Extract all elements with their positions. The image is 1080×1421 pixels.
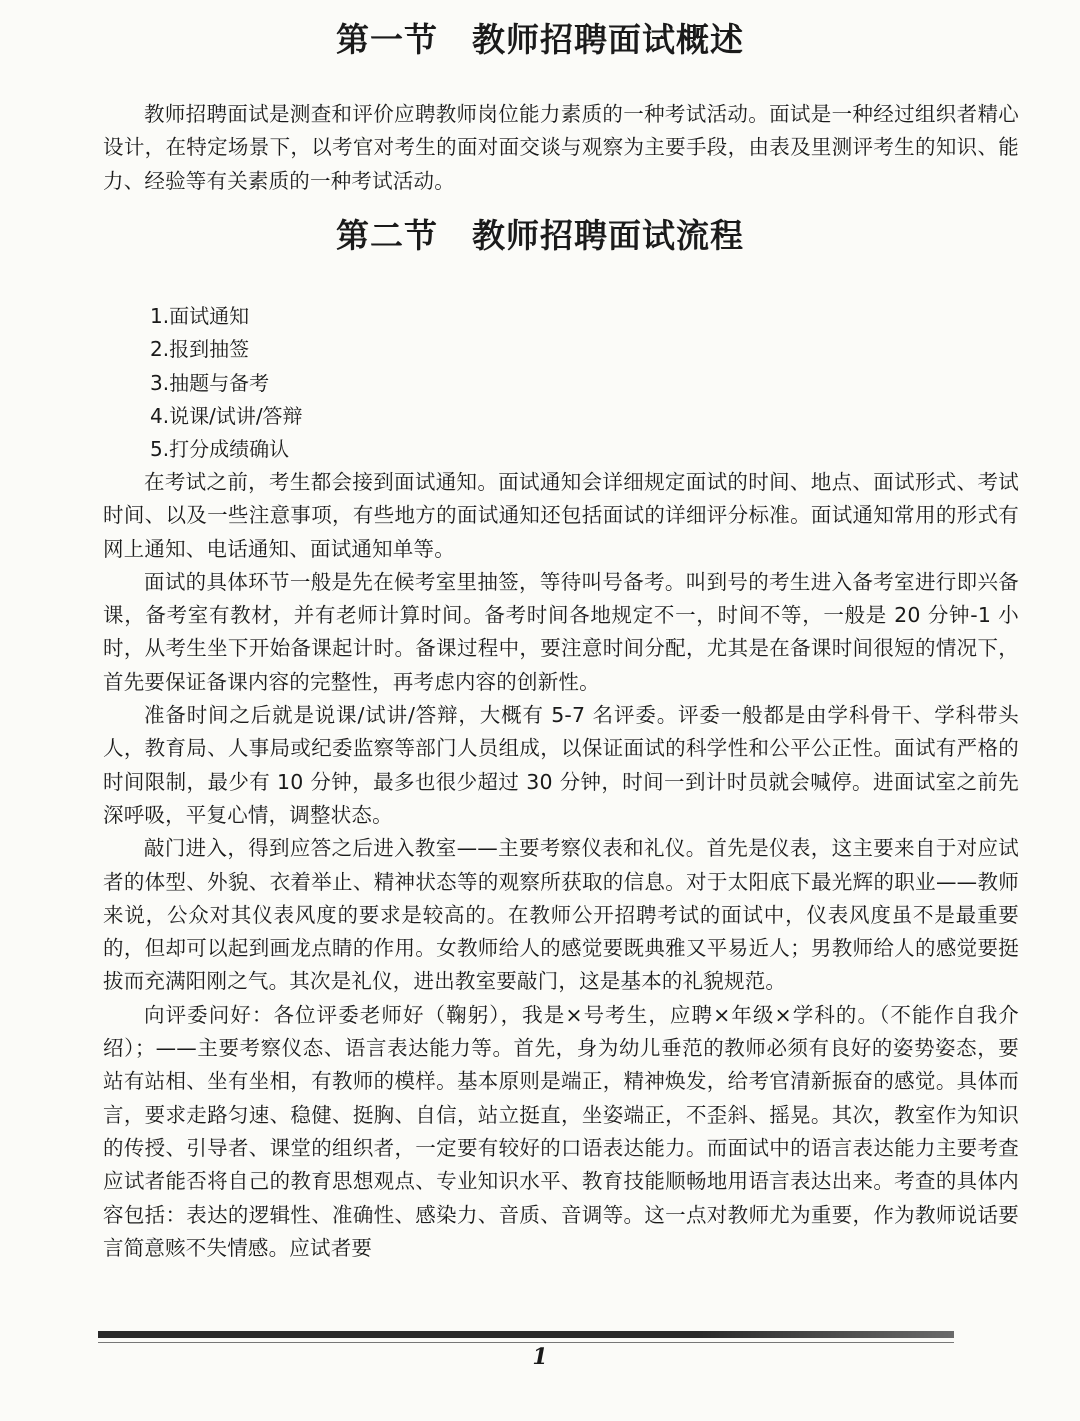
section-1-heading (0, 14, 1080, 61)
section-1-number: 第一节 (336, 20, 438, 59)
section-1-title: 教师招聘面试概述 (472, 20, 744, 59)
section-2-heading (0, 210, 1080, 257)
process-step: 1.面试通知 (150, 304, 250, 328)
section-2-title: 教师招聘面试流程 (472, 216, 744, 255)
footer-rule (98, 1331, 954, 1338)
intro-block (103, 98, 1019, 198)
process-steps-list (150, 300, 303, 466)
paragraph-lecture: 准备时间之后就是说课/试讲/答辩，大概有 5-7 名评委。评委一般都是由学科骨干、学科带头人，教育局、人事局或纪委监察等部门人员组成，以保证面试的科学性和公平公正性。面试有严格的时间限制，最少有 10 分钟，最多也很少超过 30 分钟，时间一到计时员就会喊停。进面试室之前先深呼吸，平复心情，调整状态。 (103, 703, 1019, 827)
intro-paragraph: 教师招聘面试是测查和评价应聘教师岗位能力素质的一种考试活动。面试是一种经过组织者精心设计，在特定场景下，以考官对考生的面对面交谈与观察为主要手段，由表及里测评考生的知识、能力、经验等有关素质的一种考试活动。 (103, 102, 1019, 193)
body-text (103, 466, 1019, 1265)
process-step: 3.抽题与备考 (150, 370, 270, 395)
paragraph-preparation: 面试的具体环节一般是先在候考室里抽签，等待叫号备考。叫到号的考生进入备考室进行即兴备课，备考室有教材，并有老师计算时间。备考时间各地规定不一，时间不等，一般是 20 分钟-1 小时，从考生坐下开始备课起计时。备课过程中，要注意时间分配，尤其是在备课时间很短的情况下，首先要保证备课内容的完整性，再考虑内容的创新性。 (103, 569, 1019, 694)
process-step: 4.说课/试讲/答辩 (150, 403, 303, 428)
paragraph-etiquette: 敲门进入，得到应答之后进入教室——主要考察仪表和礼仪。首先是仪表，这主要来自于对应试者的体型、外貌、衣着举止、精神状态等的观察所获取的信息。对于太阳底下最光辉的职业——教师来说，公众对其仪表风度的要求是较高的。在教师公开招聘考试的面试中，仪表风度虽不是最重要的，但却可以起到画龙点睛的作用。女教师给人的感觉要既典雅又平易近人；男教师给人的感觉要挺拔而充满阳刚之气。其次是礼仪，进出教室要敲门，这是基本的礼貌规范。 (103, 836, 1019, 994)
page-number: 1 (532, 1344, 548, 1370)
process-step: 2.报到抽签 (150, 337, 250, 362)
paragraph-greeting: 向评委问好：各位评委老师好（鞠躬），我是×号考生，应聘×年级×学科的。（不能作自我介绍）；——主要考察仪态、语言表达能力等。首先，身为幼儿垂范的教师必须有良好的姿势姿态，要站有站相、坐有坐相，有教师的模样。基本原则是端正，精神焕发，给考官清新振奋的感觉。具体而言，要求走路匀速、稳健、挺胸、自信，站立挺直，坐姿端正，不歪斜、摇晃。其次，教室作为知识的传授、引导者、课堂的组织者，一定要有较好的口语表达能力。而面试中的语言表达能力主要考查应试者能否将自己的教育思想观点、专业知识水平、教育技能顺畅地用语言表达出来。考查的具体内容包括：表达的逻辑性、准确性、感染力、音质、音调等。这一点对教师尤为重要，作为教师说话要言简意赅不失情感。应试者要 (103, 1002, 1019, 1260)
paragraph-notification: 在考试之前，考生都会接到面试通知。面试通知会详细规定面试的时间、地点、面试形式、考试时间、以及一些注意事项，有些地方的面试通知还包括面试的详细评分标准。面试通知常用的形式有网上通知、电话通知、面试通知单等。 (103, 470, 1019, 561)
section-2-number: 第二节 (336, 216, 438, 255)
process-step: 5.打分成绩确认 (150, 437, 290, 462)
footer-rule-thin (98, 1342, 954, 1343)
